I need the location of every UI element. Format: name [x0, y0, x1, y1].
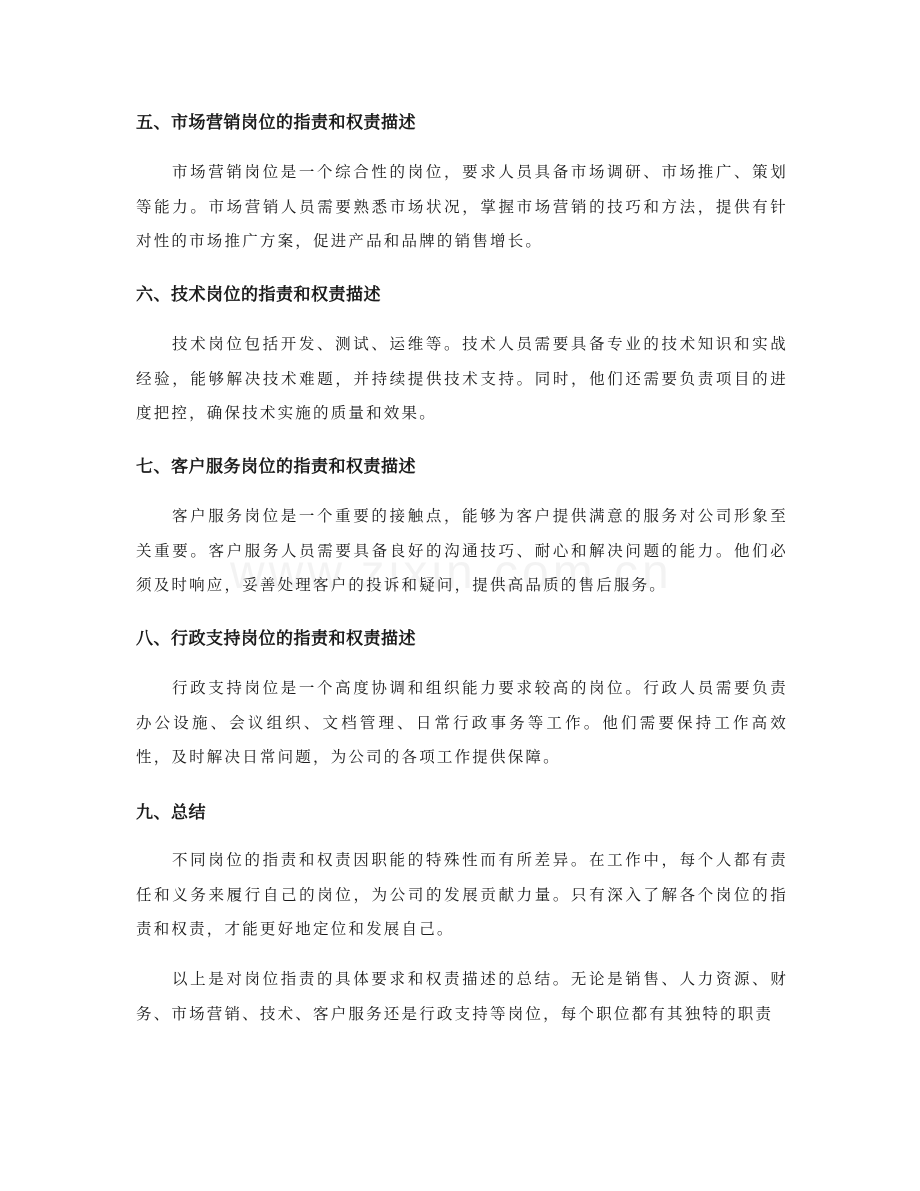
- paragraph-summary-2: 以上是对岗位指责的具体要求和权责描述的总结。无论是销售、人力资源、财务、市场营销、技术、客户服务还是行政支持等岗位，每个职位都有其独特的职责: [136, 970, 788, 1023]
- section-heading-customer-service: 七、客户服务岗位的指责和权责描述: [136, 457, 416, 477]
- paragraph-summary-1: 不同岗位的指责和权责因职能的特殊性而有所差异。在工作中，每个人都有责任和义务来履行自己的岗位，为公司的发展贡献力量。只有深入了解各个岗位的指责和权责，才能更好地定位和发展自己。: [136, 851, 788, 938]
- paragraph-admin-support: 行政支持岗位是一个高度协调和组织能力要求较高的岗位。行政人员需要负责办公设施、会议组织、文档管理、日常行政事务等工作。他们需要保持工作高效性，及时解决日常问题，为公司的各项工作提供保障。: [136, 679, 788, 766]
- paragraph-customer-service: 客户服务岗位是一个重要的接触点，能够为客户提供满意的服务对公司形象至关重要。客户服务人员需要具备良好的沟通技巧、耐心和解决问题的能力。他们必须及时响应，妥善处理客户的投诉和疑问，提供高品质的售后服务。: [136, 507, 788, 594]
- section-heading-technical: 六、技术岗位的指责和权责描述: [136, 285, 381, 305]
- section-heading-admin-support: 八、行政支持岗位的指责和权责描述: [136, 629, 416, 649]
- section-heading-marketing: 五、市场营销岗位的指责和权责描述: [136, 113, 416, 133]
- section-heading-summary: 九、总结: [136, 803, 206, 823]
- paragraph-marketing: 市场营销岗位是一个综合性的岗位，要求人员具备市场调研、市场推广、策划等能力。市场营销人员需要熟悉市场状况，掌握市场营销的技巧和方法，提供有针对性的市场推广方案，促进产品和品牌的销售增长。: [136, 163, 788, 250]
- paragraph-technical: 技术岗位包括开发、测试、运维等。技术人员需要具备专业的技术知识和实战经验，能够解决技术难题，并持续提供技术支持。同时，他们还需要负责项目的进度把控，确保技术实施的质量和效果。: [136, 335, 788, 422]
